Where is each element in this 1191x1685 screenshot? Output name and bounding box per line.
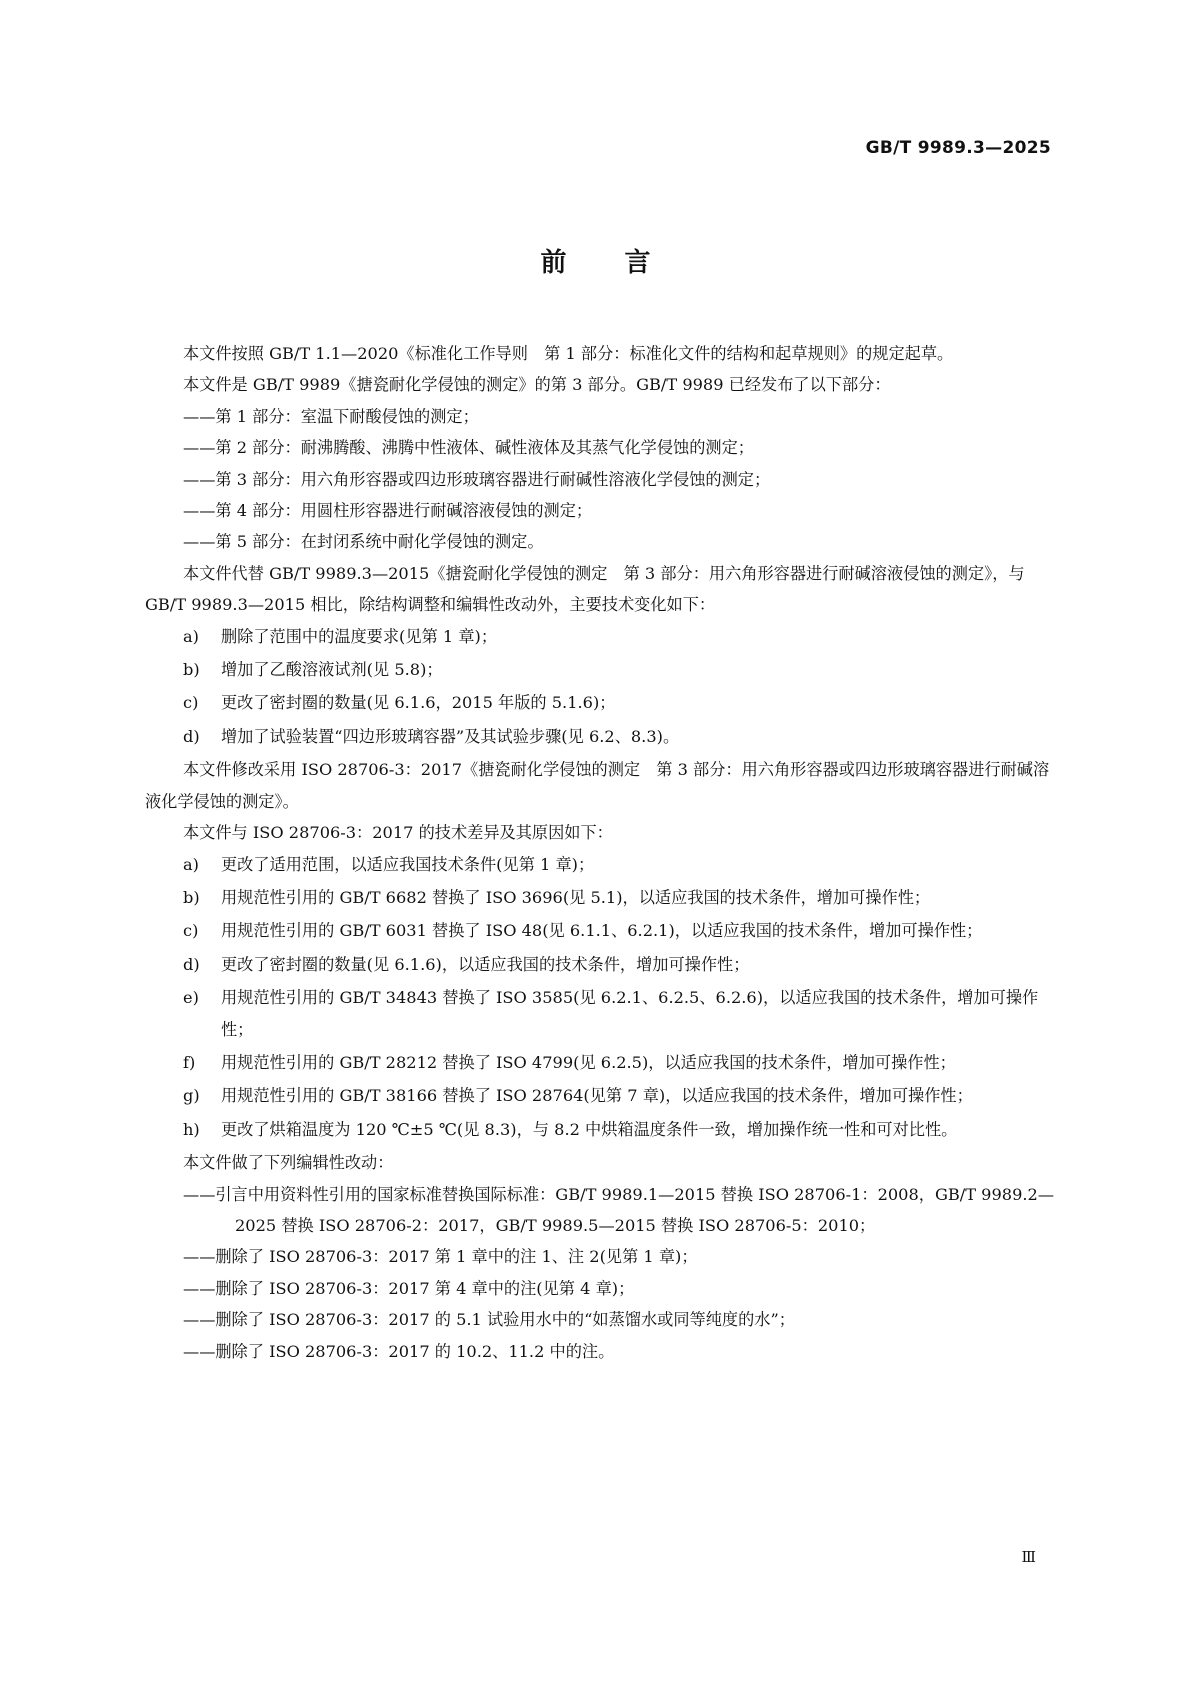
list-text: 删除了范围中的温度要求(见第 1 章)； (221, 626, 498, 646)
part-list-item: ——第 5 部分：在封闭系统中耐化学侵蚀的测定。 (183, 532, 544, 552)
standard-code: GB/T 9989.3—2025 (865, 138, 1051, 158)
editorial-item: ——删除了 ISO 28706-3：2017 的 5.1 试验用水中的“如蒸馏水或同等纯度的水”； (183, 1310, 795, 1330)
difference-item (145, 849, 1060, 880)
list-text: 更改了适用范围，以适应我国技术条件(见第 1 章)； (221, 854, 595, 874)
editorial-item: ——引言中用资料性引用的国家标准替换国际标准：GB/T 9989.1—2015 替换 ISO 28706-1：2008，GB/T 9989.2—2025 替换 ISO 28706-2：2017，GB/T 9989.5—2015 替换 ISO 28706-5：2010； (183, 1184, 1055, 1235)
difference-item (145, 1047, 1060, 1078)
list-marker: b) (183, 660, 200, 680)
list-text: 用规范性引用的 GB/T 6682 替换了 ISO 3696(见 5.1)，以适应我国的技术条件，增加可操作性； (221, 887, 931, 907)
editorial-item: ——删除了 ISO 28706-3：2017 第 1 章中的注 1、注 2(见第 1 章)； (183, 1247, 698, 1267)
list-text: 用规范性引用的 GB/T 34843 替换了 ISO 3585(见 6.2.1、6.2.5、6.2.6)，以适应我国的技术条件，增加可操作性； (221, 988, 1039, 1039)
paragraph-series-intro: 本文件是 GB/T 9989《搪瓷耐化学侵蚀的测定》的第 3 部分。GB/T 9989 已经发布了以下部分： (183, 375, 891, 395)
list-text: 更改了密封圈的数量(见 6.1.6，2015 年版的 5.1.6)； (221, 693, 616, 713)
list-text: 增加了试验装置“四边形玻璃容器”及其试验步骤(见 6.2、8.3)。 (221, 726, 680, 746)
difference-item (145, 1080, 1060, 1111)
difference-item (145, 949, 1060, 980)
list-marker: d) (183, 954, 200, 974)
change-item (145, 654, 1060, 685)
paragraph-drafting-rule: 本文件按照 GB/T 1.1—2020《标准化工作导则 第 1 部分：标准化文件的结构和起草规则》的规定起草。 (183, 344, 954, 363)
page-number: Ⅲ (1021, 1548, 1036, 1566)
list-text: 用规范性引用的 GB/T 28212 替换了 ISO 4799(见 6.2.5)，以适应我国的技术条件，增加可操作性； (221, 1052, 956, 1072)
change-item (145, 687, 1060, 718)
list-text: 用规范性引用的 GB/T 6031 替换了 ISO 48(见 6.1.1、6.2.1)，以适应我国的技术条件，增加可操作性； (221, 921, 983, 941)
paragraph-differences-intro: 本文件与 ISO 28706-3：2017 的技术差异及其原因如下： (183, 823, 613, 843)
change-item (145, 621, 1060, 652)
list-text: 用规范性引用的 GB/T 38166 替换了 ISO 28764(见第 7 章)，以适应我国的技术条件，增加可操作性； (221, 1086, 973, 1106)
part-list-item: ——第 3 部分：用六角形容器或四边形玻璃容器进行耐碱性溶液化学侵蚀的测定； (183, 469, 771, 489)
list-marker: f) (183, 1052, 196, 1072)
difference-item (145, 915, 1060, 946)
part-list-item: ——第 1 部分：室温下耐酸侵蚀的测定； (183, 406, 479, 426)
part-list-item: ——第 4 部分：用圆柱形容器进行耐碱溶液侵蚀的测定； (183, 501, 593, 521)
paragraph-editorial-intro: 本文件做了下列编辑性改动： (183, 1153, 394, 1173)
change-item (145, 721, 1060, 752)
difference-item (145, 1114, 1060, 1145)
list-marker: d) (183, 726, 200, 746)
list-text: 更改了密封圈的数量(见 6.1.6)，以适应我国的技术条件，增加可操作性； (221, 954, 750, 974)
list-marker: h) (183, 1119, 200, 1139)
list-text: 更改了烘箱温度为 120 ℃±5 ℃(见 8.3)，与 8.2 中烘箱温度条件一致，增加操作统一性和可对比性。 (221, 1119, 958, 1139)
list-marker: c) (183, 921, 199, 941)
page-title: 前言 (540, 248, 709, 278)
editorial-item: ——删除了 ISO 28706-3：2017 第 4 章中的注(见第 4 章)； (183, 1278, 635, 1298)
part-list-item: ——第 2 部分：耐沸腾酸、沸腾中性液体、碱性液体及其蒸气化学侵蚀的测定； (183, 438, 754, 458)
difference-item (145, 882, 1060, 913)
list-marker: b) (183, 887, 200, 907)
difference-item (145, 982, 1060, 1045)
list-text: 增加了乙酸溶液试剂(见 5.8)； (221, 660, 443, 680)
foreword-body (145, 338, 1060, 1367)
list-marker: e) (183, 988, 199, 1008)
editorial-item: ——删除了 ISO 28706-3：2017 的 10.2、11.2 中的注。 (183, 1341, 615, 1361)
list-marker: a) (183, 854, 199, 874)
list-marker: g) (183, 1086, 200, 1106)
paragraph-adoption: 本文件修改采用 ISO 28706-3：2017《搪瓷耐化学侵蚀的测定 第 3 部分：用六角形容器或四边形玻璃容器进行耐碱溶液化学侵蚀的测定》。 (145, 760, 1050, 811)
paragraph-replaces: 本文件代替 GB/T 9989.3—2015《搪瓷耐化学侵蚀的测定 第 3 部分：用六角形容器进行耐碱溶液侵蚀的测定》，与 GB/T 9989.3—2015 相比，除结构调整和编辑性改动外，主要技术变化如下： (145, 563, 1025, 615)
list-marker: c) (183, 693, 199, 713)
list-marker: a) (183, 626, 199, 646)
